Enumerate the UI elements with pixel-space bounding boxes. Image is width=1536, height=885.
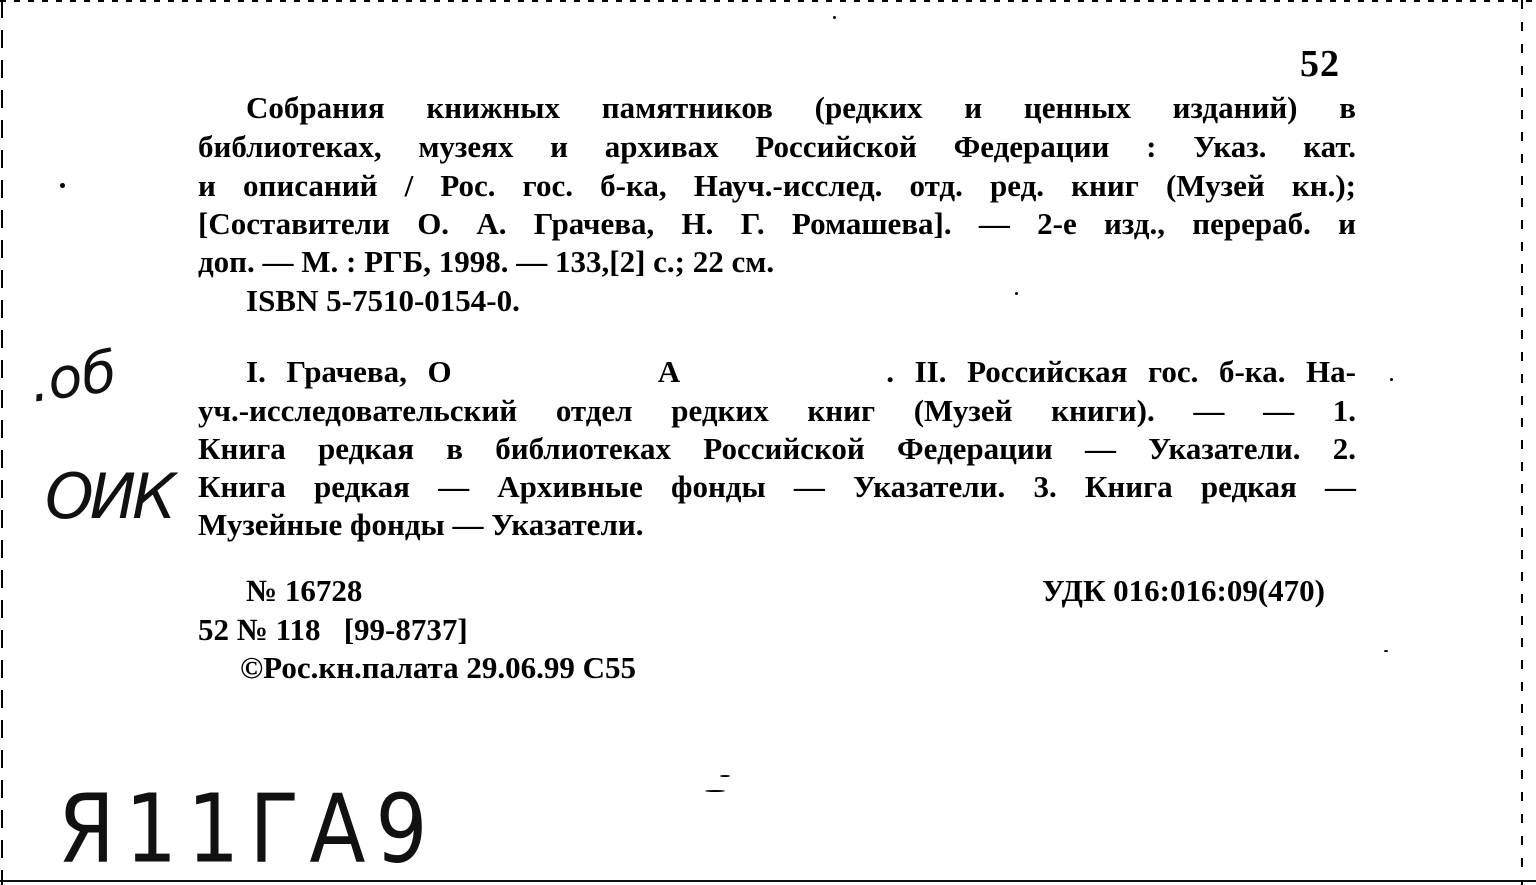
speck — [60, 183, 65, 188]
main-entry-line: [Составители О. А. Грачева, Н. Г. Ромашева]. — 2-е изд., перераб. и — [198, 206, 1356, 241]
udk-code: УДК 016:016:09(470) — [1042, 573, 1325, 608]
speck — [1384, 650, 1388, 652]
isbn: ISBN 5-7510-0154-0. — [246, 283, 520, 318]
subject-entry-line: Книга редкая — Архивные фонды — Указатели. 3. Книга редкая — — [198, 469, 1356, 504]
main-entry-line: Собрания книжных памятников (редких и ценных изданий) в — [246, 90, 1356, 125]
page-number: 52 — [1300, 43, 1340, 85]
subject-entry-line: Музейные фонды — Указатели. — [198, 507, 644, 542]
main-entry-line: доп. — М. : РГБ, 1998. — 133,[2] с.; 22 см. — [198, 244, 775, 279]
record-number: № 16728 — [246, 573, 363, 608]
speck — [720, 775, 730, 777]
speck — [705, 790, 725, 792]
handwritten-note-ob: .об — [25, 339, 121, 416]
card-top-edge — [0, 0, 1536, 2]
copyright-line: ©Рос.кн.палата 29.06.99 С55 — [240, 650, 637, 685]
main-entry-line: и описаний / Рос. гос. б-ка, Науч.-исслед. отд. ред. книг (Музей кн.); — [198, 168, 1356, 203]
card-left-edge — [1, 0, 3, 885]
sub-record-number: 52 № 118 [99-8737] — [198, 612, 468, 647]
main-entry-line: библиотеках, музеях и архивах Российской Федерации : Указ. кат. — [198, 129, 1356, 164]
subject-entry-line: I. Грачева, О А . II. Российская гос. б-ка. На- — [246, 354, 1356, 389]
card-right-edge — [1521, 0, 1523, 885]
subject-entry-line: уч.-исследовательский отдел редких книг (Музей книги). — — 1. — [198, 393, 1356, 428]
speck — [1390, 378, 1393, 381]
handwritten-shelf-code: Я11ГА9 — [58, 775, 438, 885]
speck — [1015, 292, 1018, 295]
handwritten-note-oik: ОИК — [45, 460, 173, 533]
speck — [833, 16, 836, 19]
subject-entry-line: Книга редкая в библиотеках Российской Федерации — Указатели. 2. — [198, 431, 1356, 466]
